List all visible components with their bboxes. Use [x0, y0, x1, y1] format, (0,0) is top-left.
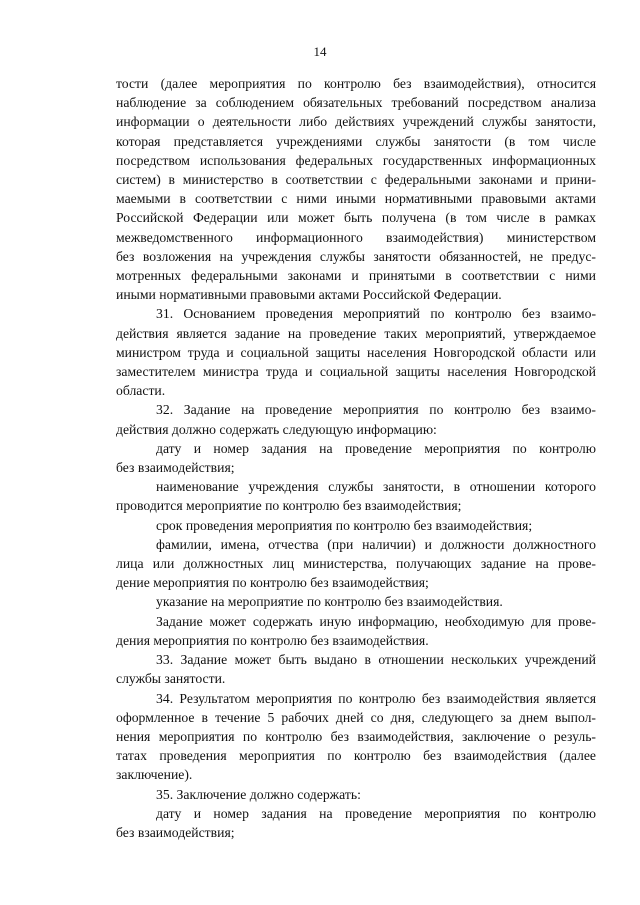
- text-line: области.: [116, 383, 166, 399]
- text-line: нения мероприятия по контролю без взаимодействия, заключение о резуль-: [116, 728, 596, 744]
- text-line: иными нормативными правовыми актами Российской Федерации.: [116, 287, 502, 303]
- page-number: 14: [313, 44, 327, 59]
- text-line: информации о деятельности либо действиях учреждений службы занятости,: [116, 114, 596, 130]
- text-line: дату и номер задания на проведение мероприятия по контролю: [156, 440, 596, 456]
- text-line: наименование учреждения службы занятости, в отношении которого: [156, 479, 596, 495]
- body-text: [116, 74, 596, 842]
- text-line: без взаимодействия;: [116, 824, 235, 840]
- text-line: 32. Задание на проведение мероприятия по контролю без взаимо-: [156, 402, 596, 418]
- text-line: дату и номер задания на проведение мероприятия по контролю: [156, 805, 596, 821]
- text-line: без взаимодействия;: [116, 460, 235, 476]
- text-line: татах проведения мероприятия по контролю без взаимодействия (далее: [116, 748, 596, 764]
- text-line: указание на мероприятие по контролю без взаимодействия.: [156, 594, 503, 610]
- text-line: 34. Результатом мероприятия по контролю без взаимодействия является: [156, 690, 596, 706]
- text-line: оформленное в течение 5 рабочих дней со дня, следующего за днем выпол-: [116, 709, 596, 725]
- text-line: Российской Федерации или может быть получена (в том числе в рамках: [116, 210, 596, 226]
- text-line: наблюдение за соблюдением обязательных требований посредством анализа: [116, 95, 596, 111]
- text-line: Задание может содержать иную информацию, необходимую для прове-: [156, 613, 596, 629]
- text-line: дения мероприятия по контролю без взаимодействия.: [116, 632, 429, 648]
- text-line: маемыми в соответствии с ними иными нормативными правовыми актами: [116, 191, 596, 207]
- text-line: срок проведения мероприятия по контролю без взаимодействия;: [156, 517, 533, 533]
- text-line: мотренных федеральными законами и принятыми в соответствии с ними: [116, 268, 596, 284]
- text-line: 35. Заключение должно содержать:: [156, 786, 361, 802]
- text-line: службы занятости.: [116, 671, 226, 687]
- text-line: лица или должностных лиц министерства, получающих задание на прове-: [116, 556, 596, 572]
- text-line: межведомственного информационного взаимодействия) министерством: [116, 229, 596, 245]
- text-line: тости (далее мероприятия по контролю без взаимодействия), относится: [116, 76, 596, 91]
- text-line: действия должно содержать следующую информацию:: [116, 421, 437, 437]
- text-line: систем) в министерство в соответствии с федеральными законами и прини-: [116, 172, 596, 188]
- text-line: проводится мероприятие по контролю без взаимодействия;: [116, 498, 462, 514]
- text-line: 33. Задание может быть выдано в отношении нескольких учреждений: [156, 652, 596, 668]
- text-line: дение мероприятия по контролю без взаимодействия;: [116, 575, 429, 591]
- text-line: заместителем министра труда и социальной защиты населения Новгородской: [116, 364, 596, 380]
- text-line: посредством использования федеральных государственных информационных: [116, 152, 596, 168]
- text-line: министром труда и социальной защиты населения Новгородской области или: [116, 344, 596, 360]
- text-line: которая представляется учреждениями службы занятости (в том числе: [116, 133, 596, 149]
- text-line: фамилии, имена, отчества (при наличии) и должности должностного: [156, 536, 596, 552]
- text-line: действия является задание на проведение таких мероприятий, утверждаемое: [116, 325, 596, 341]
- text-line: без возложения на учреждения службы занятости обязанностей, не предус-: [116, 248, 596, 264]
- text-line: заключение).: [116, 767, 193, 783]
- text-line: 31. Основанием проведения мероприятий по контролю без взаимо-: [156, 306, 596, 322]
